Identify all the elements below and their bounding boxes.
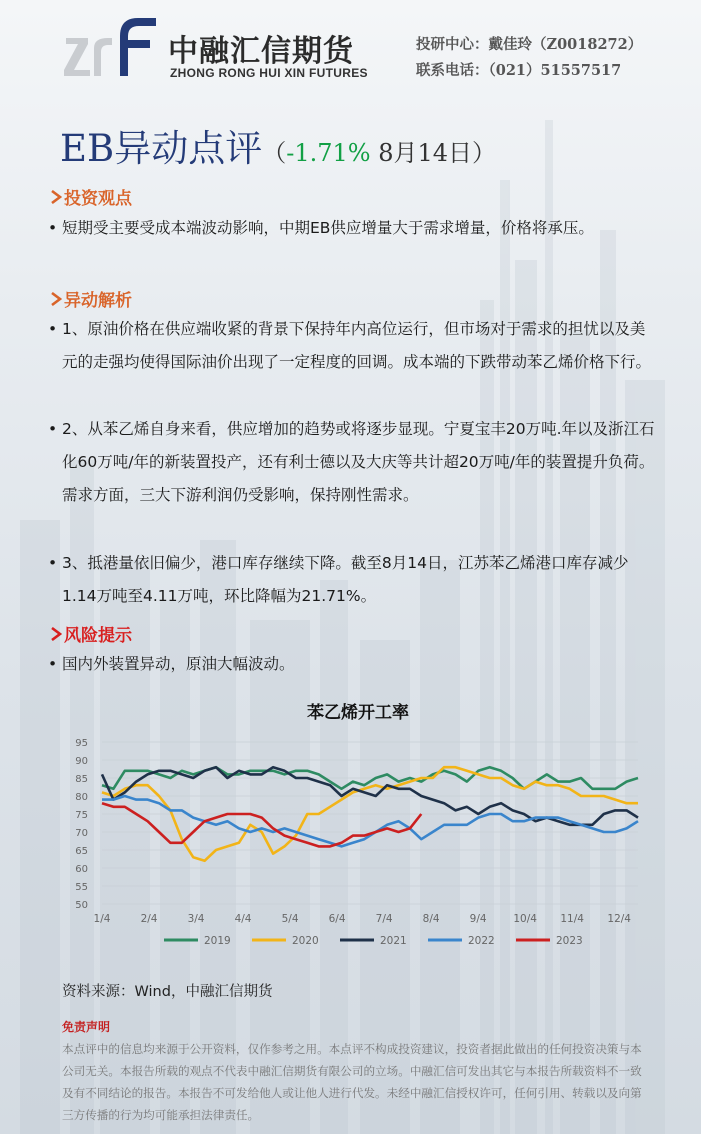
y-tick-label: 95 [75,738,88,749]
section-heading-view: 投资观点 [50,184,132,209]
legend-label: 2023 [556,935,583,947]
analysis-paragraph-3: • 3、抵港量依旧偏少，港口库存继续下降。截至8月14日，江苏苯乙烯港口库存减少1.14万吨至4.11万吨，环比降幅为21.71%。 [48,554,629,605]
contact-research: 投研中心：戴佳玲（Z0018272） [416,36,643,53]
x-tick-label: 7/4 [375,913,393,925]
styrene-operating-rate-chart [58,696,658,958]
chevron-right-icon [50,292,62,306]
chevron-right-icon [50,627,62,641]
chart-title: 苯乙烯开工率 [307,703,409,723]
price-change-pct: -1.71% [286,139,371,167]
series-line-2023 [102,803,421,846]
company-logo [64,14,160,78]
x-tick-label: 11/4 [560,913,584,925]
title-date: 8月14日） [370,139,496,167]
y-tick-label: 90 [75,756,88,767]
title-main: EB异动点评 [60,127,263,170]
risk-paragraph: • 国内外装置异动，原油大幅波动。 [48,655,295,673]
analysis-paragraph-2: • 2、从苯乙烯自身来看，供应增加的趋势或将逐步显现。宁夏宝丰20万吨.年以及浙江石化60万吨/年的新装置投产，还有利士德以及大庆等共计超20万吨/年的装置提升负荷。需求方面，三大下游利润仍受影响，保持刚性需求。 [48,420,655,504]
y-tick-label: 75 [75,810,88,821]
x-tick-label: 8/4 [422,913,440,925]
x-tick-label: 10/4 [513,913,537,925]
view-paragraph: • 短期受主要受成本端波动影响，中期EB供应增量大于需求增量，价格将承压。 [48,219,594,237]
analysis-paragraph-1: • 1、原油价格在供应端收紧的背景下保持年内高位运行，但市场对于需求的担忧以及美元的走强均使得国际油价出现了一定程度的回调。成本端的下跌带动苯乙烯价格下行。 [48,320,652,371]
x-tick-label: 12/4 [607,913,631,925]
x-tick-label: 5/4 [281,913,299,925]
disclaimer-text: 本点评中的信息均来源于公开资料，仅作参考之用。本点评不构成投资建议，投资者据此做出的任何投资决策与本公司无关。本报告所载的观点不代表中融汇信期货有限公司的立场。中融汇信可发出其它与本报告所载资料不一致及有不同结论的报告。本报告不可发给他人或让他人进行代发。未经中融汇信授权许可，任何引用、转载以及向第三方传播的行为均可能承担法律责任。 [62,1042,642,1122]
legend-label: 2021 [380,935,407,947]
y-tick-label: 55 [75,882,88,893]
y-tick-label: 50 [75,900,88,911]
legend-label: 2019 [204,935,231,947]
legend-label: 2020 [292,935,319,947]
x-tick-label: 3/4 [187,913,205,925]
x-tick-label: 2/4 [140,913,158,925]
title-paren: （ [262,139,287,167]
x-tick-label: 9/4 [469,913,487,925]
company-name-en: ZHONG RONG HUI XIN FUTURES [170,66,368,80]
y-tick-label: 80 [75,792,88,803]
contact-info [416,32,642,84]
company-name-cn: 中融汇信期货 [168,34,354,69]
x-tick-label: 4/4 [234,913,252,925]
page-title [60,118,496,172]
disclaimer-title: 免责声明 [62,1020,111,1034]
legend-label: 2022 [468,935,495,947]
y-tick-label: 60 [75,864,88,875]
x-tick-label: 1/4 [93,913,111,925]
x-tick-label: 6/4 [328,913,346,925]
section-heading-risk: 风险提示 [50,621,132,646]
contact-phone: 联系电话：（021）51557517 [416,62,622,79]
y-tick-label: 65 [75,846,88,857]
y-tick-label: 85 [75,774,88,785]
chevron-right-icon [50,190,62,204]
section-heading-analysis: 异动解析 [50,286,132,311]
y-tick-label: 70 [75,828,88,839]
data-source: 资料来源：Wind，中融汇信期货 [62,984,273,1000]
